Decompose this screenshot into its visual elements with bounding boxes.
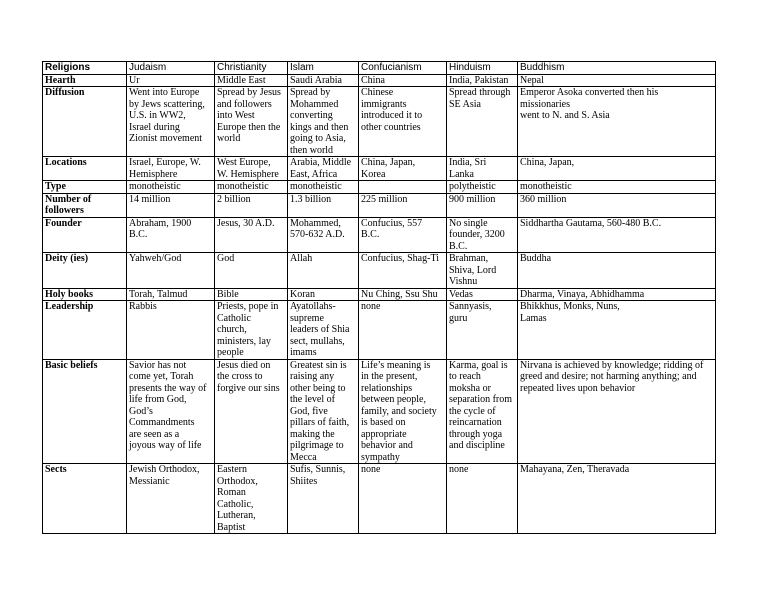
table-cell: Greatest sin is raising any other being to the level of God, five pillars of faith, making the pilgrimage to Mecca	[288, 359, 359, 464]
table-cell: monotheistic	[518, 181, 716, 194]
table-cell: Ayatollahs- supreme leaders of Shia sect, mullahs, imams	[288, 301, 359, 360]
table-cell: Eastern Orthodox, Roman Catholic, Lutheran, Baptist	[215, 464, 288, 534]
table-cell: Arabia, Middle East, Africa	[288, 157, 359, 181]
row-label: Sects	[43, 464, 127, 534]
header-islam: Islam	[288, 62, 359, 75]
table-cell: none	[359, 464, 447, 534]
row-label: Number of followers	[43, 193, 127, 217]
table-cell: Brahman, Shiva, Lord Vishnu	[447, 253, 518, 289]
table-cell: Nirvana is achieved by knowledge; ridding of greed and desire; not harming anything; and repeated lives upon behavior	[518, 359, 716, 464]
table-row	[43, 359, 716, 464]
religions-comparison-table	[42, 61, 716, 534]
header-judaism: Judaism	[127, 62, 215, 75]
table-cell: Israel, Europe, W. Hemisphere	[127, 157, 215, 181]
row-label: Diffusion	[43, 87, 127, 157]
table-cell: India, Pakistan	[447, 74, 518, 87]
table-cell: Saudi Arabia	[288, 74, 359, 87]
table-row	[43, 74, 716, 87]
table-cell: Life’s meaning is in the present, relationships between people, family, and society is based on appropriate behavior and sympathy	[359, 359, 447, 464]
table-cell: Dharma, Vinaya, Abhidhamma	[518, 288, 716, 301]
table-cell: Priests, pope in Catholic church, ministers, lay people	[215, 301, 288, 360]
table-cell: Jesus died on the cross to forgive our sins	[215, 359, 288, 464]
table-cell: Went into Europe by Jews scattering, U.S. in WW2, Israel during Zionist movement	[127, 87, 215, 157]
table-cell: polytheistic	[447, 181, 518, 194]
table-cell: Jewish Orthodox, Messianic	[127, 464, 215, 534]
table-row	[43, 193, 716, 217]
table-cell: Emperor Asoka converted then his missionaries went to N. and S. Asia	[518, 87, 716, 157]
table-cell: Spread through SE Asia	[447, 87, 518, 157]
table-cell: Torah, Talmud	[127, 288, 215, 301]
table-cell: Ur	[127, 74, 215, 87]
table-cell: none	[447, 464, 518, 534]
row-label: Locations	[43, 157, 127, 181]
table-row	[43, 87, 716, 157]
table-cell: Confucius, Shag-Ti	[359, 253, 447, 289]
table-row	[43, 288, 716, 301]
row-label: Holy books	[43, 288, 127, 301]
table-cell: Jesus, 30 A.D.	[215, 217, 288, 253]
table-cell: Confucius, 557 B.C.	[359, 217, 447, 253]
table-cell: Middle East	[215, 74, 288, 87]
table-cell	[359, 181, 447, 194]
table-cell: monotheistic	[127, 181, 215, 194]
table-cell: Savior has not come yet, Torah presents the way of life from God, God’s Commandments are seen as a joyous way of life	[127, 359, 215, 464]
table-cell: 2 billion	[215, 193, 288, 217]
row-label: Deity (ies)	[43, 253, 127, 289]
table-cell: Yahweh/God	[127, 253, 215, 289]
table-row	[43, 217, 716, 253]
table-row	[43, 157, 716, 181]
table-cell: Karma, goal is to reach moksha or separation from the cycle of reincarnation through yoga and discipline	[447, 359, 518, 464]
header-hinduism: Hinduism	[447, 62, 518, 75]
header-row	[43, 62, 716, 75]
table-cell: 360 million	[518, 193, 716, 217]
table-cell: Bible	[215, 288, 288, 301]
table-cell: Sufis, Sunnis, Shiites	[288, 464, 359, 534]
table-cell: Nepal	[518, 74, 716, 87]
table-cell: China	[359, 74, 447, 87]
table-cell: Siddhartha Gautama, 560-480 B.C.	[518, 217, 716, 253]
table-cell: West Europe, W. Hemisphere	[215, 157, 288, 181]
row-label: Basic beliefs	[43, 359, 127, 464]
table-cell: Allah	[288, 253, 359, 289]
table-cell: none	[359, 301, 447, 360]
table-cell: 900 million	[447, 193, 518, 217]
header-buddhism: Buddhism	[518, 62, 716, 75]
table-cell: No single founder, 3200 B.C.	[447, 217, 518, 253]
table-cell: Buddha	[518, 253, 716, 289]
table-cell: Vedas	[447, 288, 518, 301]
row-label: Leadership	[43, 301, 127, 360]
table-cell: Spread by Mohammed converting kings and then going to Asia, then world	[288, 87, 359, 157]
table-cell: Mohammed, 570-632 A.D.	[288, 217, 359, 253]
header-confucianism: Confucianism	[359, 62, 447, 75]
table-cell: Koran	[288, 288, 359, 301]
table-body	[43, 74, 716, 534]
table-cell: God	[215, 253, 288, 289]
header-religions: Religions	[43, 62, 127, 75]
table-row	[43, 464, 716, 534]
table-row	[43, 301, 716, 360]
table-cell: China, Japan, Korea	[359, 157, 447, 181]
table-cell: Mahayana, Zen, Theravada	[518, 464, 716, 534]
table-cell: 14 million	[127, 193, 215, 217]
table-cell: Spread by Jesus and followers into West Europe then the world	[215, 87, 288, 157]
table-cell: monotheistic	[288, 181, 359, 194]
row-label: Hearth	[43, 74, 127, 87]
table-cell: Sannyasis, guru	[447, 301, 518, 360]
table-cell: 225 million	[359, 193, 447, 217]
table-cell: India, Sri Lanka	[447, 157, 518, 181]
table-cell: Bhikkhus, Monks, Nuns, Lamas	[518, 301, 716, 360]
row-label: Type	[43, 181, 127, 194]
table-row	[43, 253, 716, 289]
table-cell: monotheistic	[215, 181, 288, 194]
header-christianity: Christianity	[215, 62, 288, 75]
table-cell: China, Japan,	[518, 157, 716, 181]
table-cell: Abraham, 1900 B.C.	[127, 217, 215, 253]
row-label: Founder	[43, 217, 127, 253]
table-cell: Rabbis	[127, 301, 215, 360]
table-cell: Nu Ching, Ssu Shu	[359, 288, 447, 301]
table-cell: 1.3 billion	[288, 193, 359, 217]
table-cell: Chinese immigrants introduced it to other countries	[359, 87, 447, 157]
table-row	[43, 181, 716, 194]
